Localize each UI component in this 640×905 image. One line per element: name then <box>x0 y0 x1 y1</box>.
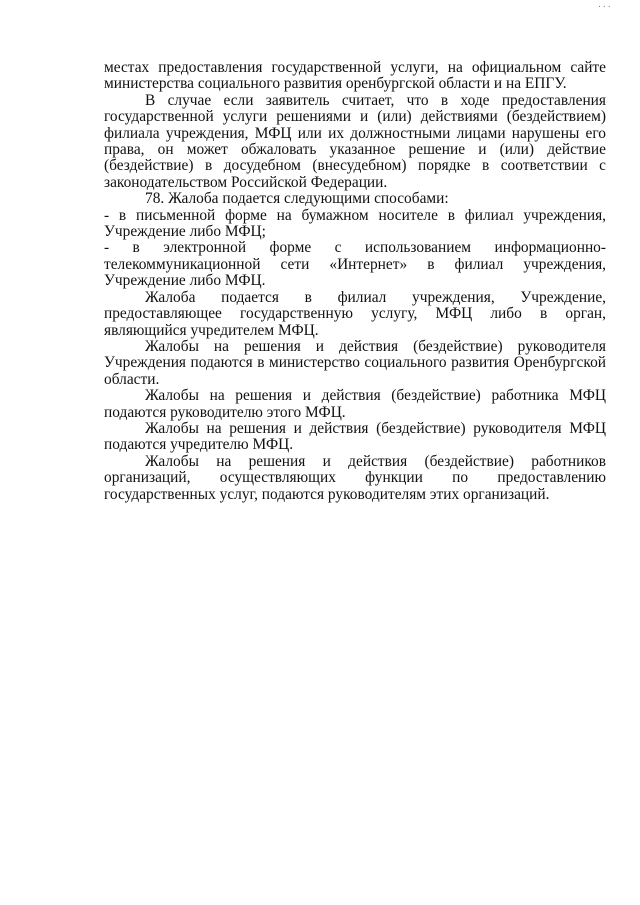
paragraph-head-of-institution: Жалобы на решения и действия (бездействие) руководителя Учреждения подаются в министерство социального развития Оренбургской области. <box>104 337 606 388</box>
paragraph-written-form: - в письменной форме на бумажном носителе в филиал учреждения, Учреждение либо МФЦ; <box>104 206 606 241</box>
paragraph-where-submitted: Жалоба подается в филиал учреждения, Учреждение, предоставляющее государственную услугу, МФЦ либо в орган, являющийся учредителем МФЦ. <box>104 288 606 339</box>
paragraph-appeal-right: В случае если заявитель считает, что в ходе предоставления государственной услуги решениями и (или) действиями (бездействием) филиала учреждения, МФЦ или их должностными лицами нарушены его права, он может обжаловать указанное решение и (или) действие (бездействие) в досудебном (внесудебном) порядке в соответствии с законодательством Российской Федерации. <box>104 91 606 191</box>
paragraph-continuation: местах предоставления государственной услуги, на официальном сайте министерства социального развития оренбургской области и на ЕПГУ. <box>104 59 606 93</box>
paragraph-mfc-employee: Жалобы на решения и действия (бездействие) работника МФЦ подаются руководителю этого МФЦ. <box>104 387 606 421</box>
document-body <box>104 60 606 503</box>
paragraph-electronic-form: - в электронной форме с использованием информационно-телекоммуникационной сети «Интернет» в филиал учреждения, Учреждение либо МФЦ. <box>104 239 606 290</box>
paragraph-item-78: 78. Жалоба подается следующими способами: <box>145 190 449 208</box>
paragraph-mfc-head: Жалобы на решения и действия (бездействие) руководителя МФЦ подаются учредителю МФЦ. <box>104 419 606 454</box>
corner-mark: ... <box>598 0 613 10</box>
paragraph-organizations: Жалобы на решения и действия (бездействие) работников организаций, осуществляющих функции по предоставлению государственных услуг, подаются руководителям этих организаций. <box>104 452 606 503</box>
